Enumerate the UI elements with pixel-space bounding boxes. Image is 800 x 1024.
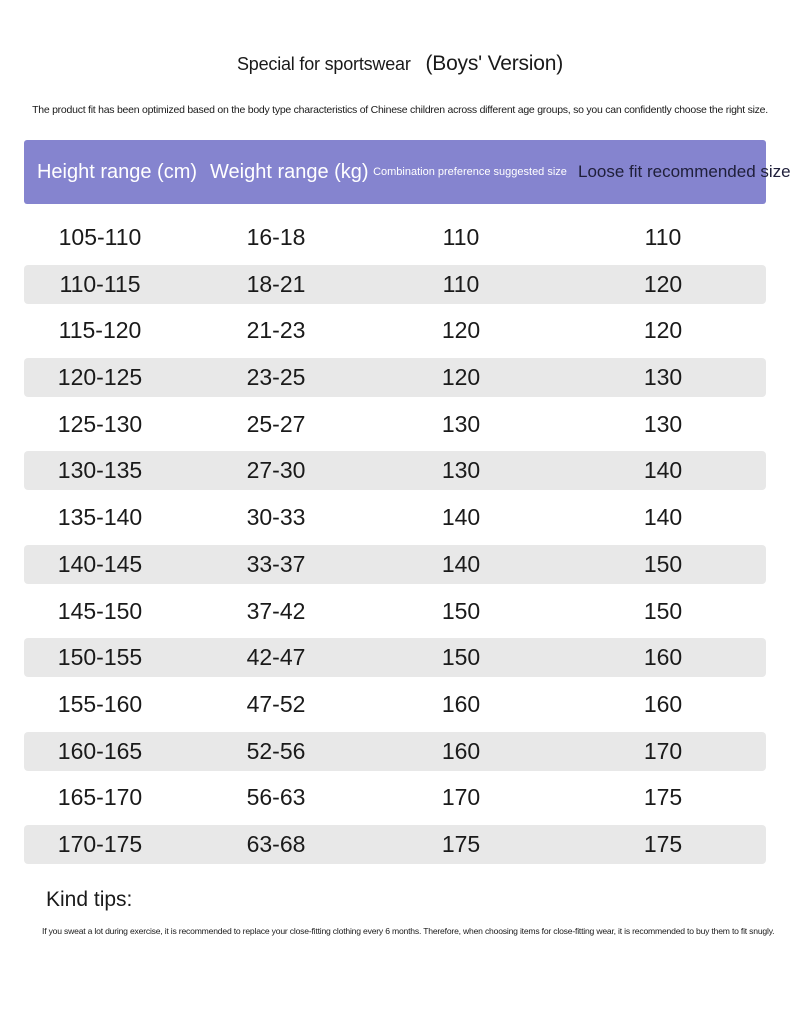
cell-height: 160-165 bbox=[57, 737, 143, 764]
cell-combination-size: 120 bbox=[441, 317, 481, 344]
cell-weight: 42-47 bbox=[246, 644, 306, 671]
cell-loose-fit-size: 120 bbox=[643, 317, 683, 344]
size-table-body bbox=[24, 218, 766, 872]
cell-weight: 30-33 bbox=[246, 504, 306, 531]
cell-height: 145-150 bbox=[57, 597, 143, 624]
table-row bbox=[24, 638, 766, 677]
column-header-weight: Weight range (kg) bbox=[210, 160, 369, 183]
cell-combination-size: 150 bbox=[441, 644, 481, 671]
column-header-height: Height range (cm) bbox=[36, 160, 198, 183]
tips-text: If you sweat a lot during exercise, it is recommended to replace your close-fitting clothing every 6 months. Therefore, when choosing items for close-fitting wear, it is recommended to buy them to fit snugly. bbox=[42, 926, 775, 936]
cell-weight: 23-25 bbox=[246, 364, 306, 391]
page-title bbox=[0, 52, 800, 76]
cell-combination-size: 130 bbox=[441, 410, 481, 437]
cell-weight: 27-30 bbox=[246, 457, 306, 484]
tips-heading: Kind tips: bbox=[46, 888, 133, 911]
cell-weight: 21-23 bbox=[246, 317, 306, 344]
table-row bbox=[24, 825, 766, 864]
cell-combination-size: 150 bbox=[441, 597, 481, 624]
cell-loose-fit-size: 150 bbox=[643, 550, 683, 577]
page-subtitle: The product fit has been optimized based on the body type characteristics of Chinese children across different age groups, so you can confidently choose the right size. bbox=[32, 104, 768, 116]
cell-height: 130-135 bbox=[57, 457, 143, 484]
cell-loose-fit-size: 140 bbox=[643, 504, 683, 531]
cell-combination-size: 140 bbox=[441, 550, 481, 577]
table-row bbox=[24, 778, 766, 817]
cell-loose-fit-size: 175 bbox=[643, 830, 683, 857]
cell-loose-fit-size: 120 bbox=[643, 270, 683, 297]
cell-combination-size: 110 bbox=[442, 224, 480, 250]
cell-height: 150-155 bbox=[57, 644, 143, 671]
cell-weight: 25-27 bbox=[246, 410, 306, 437]
table-row bbox=[24, 265, 766, 304]
table-row bbox=[24, 311, 766, 350]
table-row bbox=[24, 545, 766, 584]
cell-height: 115-120 bbox=[58, 317, 142, 344]
size-table-header bbox=[24, 140, 791, 204]
cell-weight: 18-21 bbox=[246, 270, 306, 297]
title-main: Special for sportswear bbox=[236, 54, 411, 74]
cell-loose-fit-size: 160 bbox=[643, 644, 683, 671]
cell-weight: 63-68 bbox=[246, 830, 306, 857]
title-version: (Boys' Version) bbox=[425, 52, 564, 75]
cell-loose-fit-size: 130 bbox=[643, 364, 683, 391]
cell-combination-size: 160 bbox=[441, 737, 481, 764]
column-header-combination-size: Combination preference suggested size bbox=[373, 166, 567, 178]
cell-height: 170-175 bbox=[57, 830, 143, 857]
cell-weight: 37-42 bbox=[246, 597, 306, 624]
cell-weight: 33-37 bbox=[246, 550, 306, 577]
table-row bbox=[24, 685, 766, 724]
table-row bbox=[24, 405, 766, 444]
cell-combination-size: 160 bbox=[441, 690, 481, 717]
table-row bbox=[24, 592, 766, 631]
cell-combination-size: 110 bbox=[442, 270, 480, 297]
cell-height: 125-130 bbox=[57, 410, 143, 437]
cell-combination-size: 170 bbox=[441, 784, 481, 811]
cell-loose-fit-size: 130 bbox=[643, 410, 683, 437]
cell-loose-fit-size: 110 bbox=[644, 224, 682, 250]
cell-weight: 47-52 bbox=[246, 690, 306, 717]
cell-weight: 56-63 bbox=[246, 784, 306, 811]
cell-combination-size: 140 bbox=[441, 504, 481, 531]
cell-combination-size: 175 bbox=[441, 830, 481, 857]
cell-height: 110-115 bbox=[59, 270, 141, 297]
cell-weight: 16-18 bbox=[246, 224, 306, 250]
table-row bbox=[24, 498, 766, 537]
cell-weight: 52-56 bbox=[246, 737, 306, 764]
cell-height: 135-140 bbox=[57, 504, 143, 531]
cell-height: 105-110 bbox=[58, 224, 142, 250]
table-row bbox=[24, 218, 766, 257]
column-header-loose-fit-size: Loose fit recommended size bbox=[578, 162, 791, 181]
cell-loose-fit-size: 150 bbox=[643, 597, 683, 624]
table-row bbox=[24, 358, 766, 397]
cell-loose-fit-size: 175 bbox=[643, 784, 683, 811]
cell-height: 155-160 bbox=[57, 690, 143, 717]
cell-loose-fit-size: 160 bbox=[643, 690, 683, 717]
cell-height: 165-170 bbox=[57, 784, 143, 811]
table-row bbox=[24, 451, 766, 490]
table-row bbox=[24, 732, 766, 771]
cell-loose-fit-size: 140 bbox=[643, 457, 683, 484]
cell-height: 120-125 bbox=[57, 364, 143, 391]
cell-height: 140-145 bbox=[57, 550, 143, 577]
cell-combination-size: 120 bbox=[441, 364, 481, 391]
cell-loose-fit-size: 170 bbox=[643, 737, 683, 764]
cell-combination-size: 130 bbox=[441, 457, 481, 484]
